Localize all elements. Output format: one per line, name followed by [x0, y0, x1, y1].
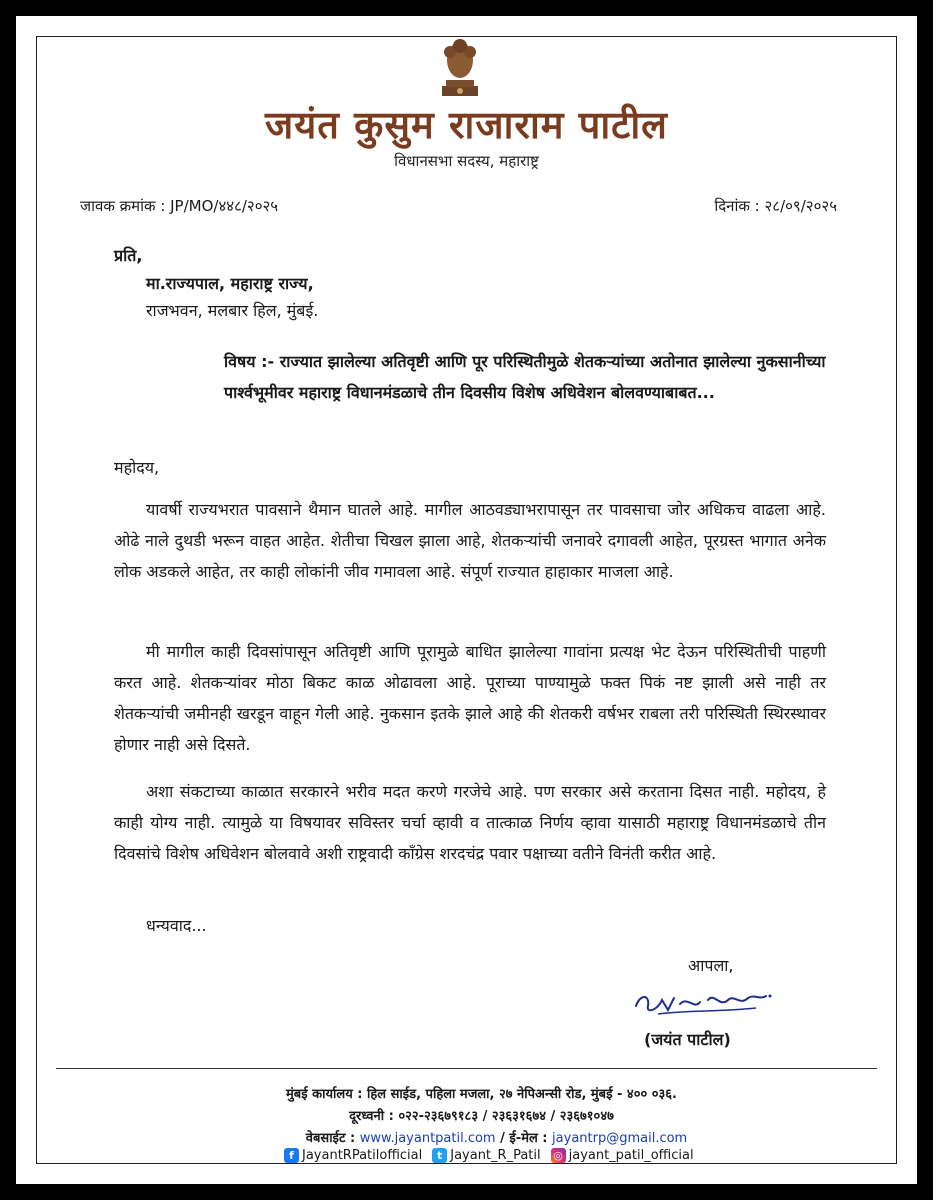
- subject-text: राज्यात झालेल्या अतिवृष्टी आणि पूर परिस्थितीमुळे शेतकऱ्यांच्या अतोनात झालेल्या नुकसानीच्या पार्श्वभूमीवर महाराष्ट्र विधानमंडळाचे तीन दिवसीय विशेष अधिवेशन बोलवण्याबाबत...: [224, 352, 826, 402]
- body-paragraph-2: मी मागील काही दिवसांपासून अतिवृष्टी आणि पूरामुळे बाधित झालेल्या गावांना प्रत्यक्ष भेट देऊन परिस्थितीची पाहणी करत आहे. शेतकऱ्यांवर मोठा बिकट काळ ओढावला आहे. पूराच्या पाण्यामुळे फक्त पिकं नष्ट झाली असे नाही तर शेतकऱ्यांची जमीनही खरडून वाहून गेली आहे. नुकसान इतके झाले आहे की शेतकरी वर्षभर राबला तरी परिस्थिती स्थिरस्थावर होणार नाही असे दिसते.: [114, 642, 826, 754]
- salutation: महोदय,: [114, 458, 160, 477]
- twitter-handle: Jayant_R_Patil: [450, 1148, 541, 1163]
- body-paragraph-1: यावर्षी राज्यभरात पावसाने थैमान घातले आहे. मागील आठवड्याभरापासून तर पावसाचा जोर अधिकच वाढला आहे. ओढे नाले दुथडी भरून वाहत आहेत. शेतीचा चिखल झाला आहे, शेतकऱ्यांची जनावरे दगावली आहेत, पूरग्रस्त भागात अनेक लोक अडकले आहेत, तर काही लोकांनी जीव गमावला आहे. संपूर्ण राज्यात हाहाकार माजला आहे.: [114, 500, 826, 581]
- instagram-icon: ◎: [551, 1148, 566, 1163]
- website-label: वेबसाईट :: [305, 1131, 356, 1146]
- body-paragraph-3: अशा संकटाच्या काळात सरकारने भरीव मदत करणे गरजेचे आहे. पण सरकार असे करताना दिसत नाही. महोदय, हे काही योग्य नाही. त्यामुळे या विषयावर सविस्तर चर्चा व्हावी व तात्काळ निर्णय व्हावा यासाठी महाराष्ट्र विधानमंडळाचे तीन दिवसांचे विशेष अधिवेशन बोलवावे अशी राष्ट्रवादी काँग्रेस शरदचंद्र पवार पक्षाच्या वतीने विनंती करीत आहे.: [114, 782, 826, 863]
- instagram-handle: jayant_patil_official: [568, 1148, 694, 1163]
- letterhead-designation: विधानसभा सदस्य, महाराष्ट्र: [394, 152, 539, 170]
- facebook-link[interactable]: [284, 1148, 422, 1163]
- footer-web-email: [76, 1128, 917, 1146]
- social-links: [284, 1148, 694, 1163]
- email-label: / ई-मेल :: [500, 1131, 548, 1146]
- facebook-handle: JayantRPatilofficial: [302, 1148, 423, 1163]
- letter-date: दिनांक : २८/०९/२०२५: [714, 197, 837, 215]
- recipient-label: प्रति,: [114, 246, 143, 265]
- letterhead-name: जयंत कुसुम राजाराम पाटील: [265, 103, 668, 147]
- instagram-link[interactable]: [551, 1148, 694, 1163]
- twitter-icon: t: [432, 1148, 447, 1163]
- reference-number: जावक क्रमांक : JP/MO/४४८/२०२५: [80, 197, 279, 215]
- national-emblem-icon: [436, 34, 484, 102]
- signer-name: (जयंत पाटील): [644, 1030, 731, 1049]
- recipient-name: मा.राज्यपाल, महाराष्ट्र राज्य,: [146, 274, 314, 293]
- handwritten-signature: [628, 980, 778, 1024]
- website-link[interactable]: www.jayantpatil.com: [359, 1131, 496, 1146]
- footer-phone: दूरध्वनी : ०२२-२३६७९१८३ / २३६३१६७४ / २३६७१०४७: [349, 1109, 614, 1124]
- closing-yours: आपला,: [688, 956, 734, 975]
- subject-line: [224, 346, 844, 408]
- letter-page: [16, 16, 917, 1184]
- thanks-line: धन्यवाद...: [146, 916, 207, 935]
- email-link[interactable]: jayantrp@gmail.com: [552, 1131, 688, 1146]
- subject-label: विषय :-: [224, 352, 275, 371]
- footer-office-address: मुंबई कार्यालय : हिल साईड, पहिला मजला, २७ नेपिअन्सी रोड, मुंबई - ४०० ०३६.: [286, 1087, 677, 1102]
- facebook-icon: f: [284, 1148, 299, 1163]
- footer-divider: [56, 1068, 877, 1069]
- recipient-address: राजभवन, मलबार हिल, मुंबई.: [146, 301, 319, 320]
- twitter-link[interactable]: [432, 1148, 540, 1163]
